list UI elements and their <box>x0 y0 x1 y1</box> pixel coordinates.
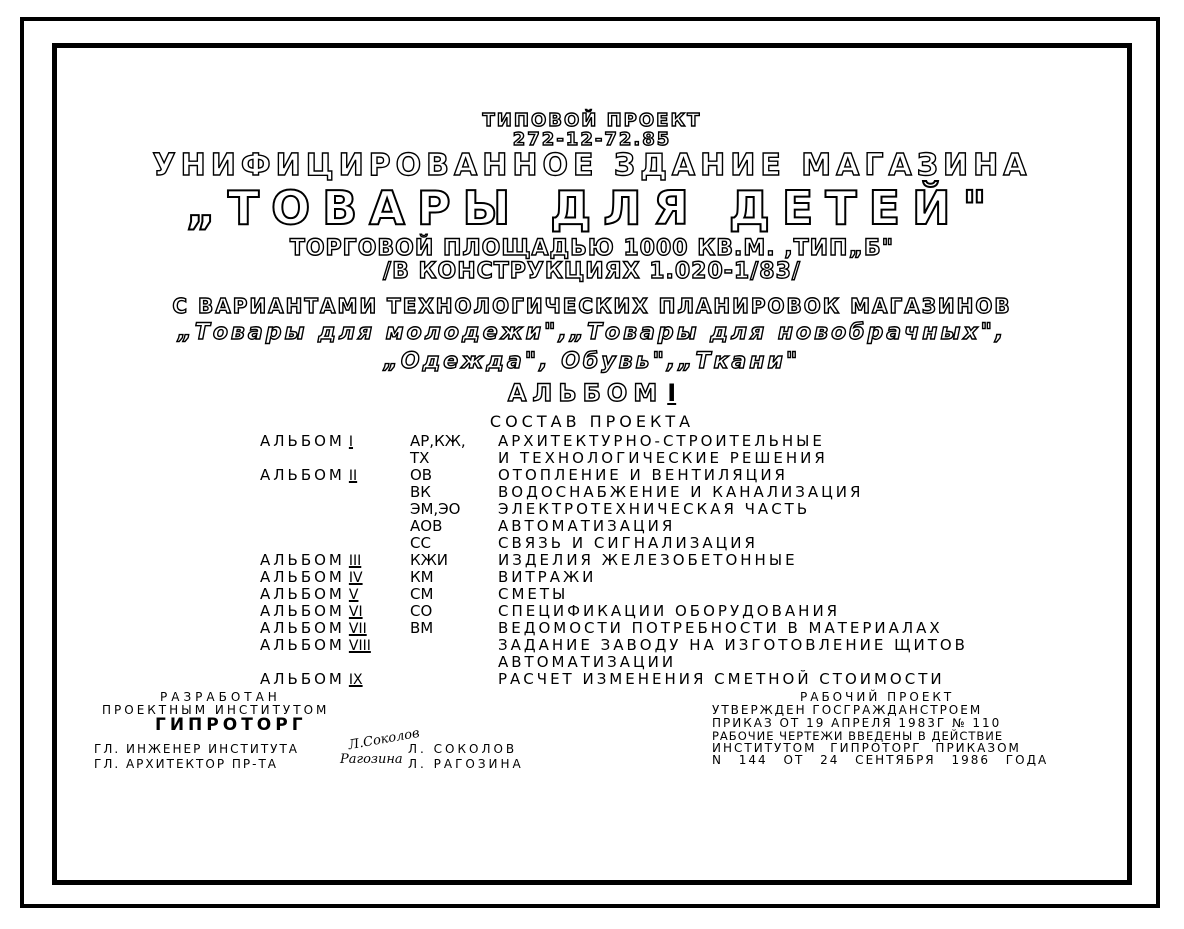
approval-line-2: УТВЕРЖДЕН ГОСГРАЖДАНСТРОЕМ <box>712 703 983 717</box>
chief-architect-name: Л. РАГОЗИНА <box>408 757 524 771</box>
signature-ragozina: Рагозина <box>340 752 403 767</box>
album-ref <box>260 670 363 688</box>
section-code: СО <box>410 602 433 620</box>
approval-line-3: ПРИКАЗ ОТ 19 АПРЕЛЯ 1983Г № 110 <box>712 716 1002 730</box>
album-ref-word: АЛЬБОМ <box>260 619 345 637</box>
album-ref-word: АЛЬБОМ <box>260 636 345 654</box>
album-ref-word: АЛЬБОМ <box>260 568 345 586</box>
album-ref-number: IV <box>348 570 363 586</box>
approval-line-4: РАБОЧИЕ ЧЕРТЕЖИ ВВЕДЕНЫ В ДЕЙСТВИЕ <box>712 729 1004 743</box>
album-heading <box>52 379 1132 407</box>
album-ref <box>260 602 363 620</box>
album-ref-number: I <box>348 434 354 450</box>
section-code: АР,КЖ, <box>410 432 466 450</box>
approval-line-6: N 144 ОТ 24 СЕНТЯБРЯ 1986 ГОДА <box>712 753 1049 767</box>
section-code: СМ <box>410 585 434 603</box>
section-code: ОВ <box>410 466 433 484</box>
section-description: СМЕТЫ <box>498 585 569 603</box>
chief-engineer-title: ГЛ. ИНЖЕНЕР ИНСТИТУТА <box>94 742 300 756</box>
section-code: ТХ <box>410 449 430 467</box>
section-description: ОТОПЛЕНИЕ И ВЕНТИЛЯЦИЯ <box>498 466 788 484</box>
building-title: УНИФИЦИРОВАННОЕ ЗДАНИЕ МАГАЗИНА <box>152 148 1032 183</box>
section-code: КМ <box>410 568 434 586</box>
construction-series: /В КОНСТРУКЦИЯХ 1.020-1/83/ <box>383 259 801 284</box>
section-description: ВЕДОМОСТИ ПОТРЕБНОСТИ В МАТЕРИАЛАХ <box>498 619 943 637</box>
section-code: ВМ <box>410 619 434 637</box>
design-institute-label: ПРОЕКТНЫМ ИНСТИТУТОМ <box>102 703 330 717</box>
section-description: ЭЛЕКТРОТЕХНИЧЕСКАЯ ЧАСТЬ <box>498 500 811 518</box>
section-code: ВК <box>410 483 431 501</box>
album-ref <box>260 568 363 586</box>
album-ref <box>260 432 353 450</box>
section-code: КЖИ <box>410 551 449 569</box>
album-ref-word: АЛЬБОМ <box>260 585 345 603</box>
album-ref-word: АЛЬБОМ <box>260 432 345 450</box>
section-description: АВТОМАТИЗАЦИЯ <box>498 517 676 535</box>
project-number: 272-12-72.85 <box>512 129 672 150</box>
variants-line: С ВАРИАНТАМИ ТЕХНОЛОГИЧЕСКИХ ПЛАНИРОВОК МАГАЗИНОВ <box>172 294 1012 318</box>
album-ref-number: V <box>348 587 359 603</box>
signature-sokolov: Л.Соколов <box>347 725 421 754</box>
section-description: АРХИТЕКТУРНО-СТРОИТЕЛЬНЫЕ <box>498 432 825 450</box>
section-description: ЗАДАНИЕ ЗАВОДУ НА ИЗГОТОВЛЕНИЕ ЩИТОВ <box>498 636 968 654</box>
section-description: ИЗДЕЛИЯ ЖЕЛЕЗОБЕТОННЫЕ <box>498 551 798 569</box>
section-description: СВЯЗЬ И СИГНАЛИЗАЦИЯ <box>498 534 758 552</box>
album-ref <box>260 466 357 484</box>
album-ref-number: II <box>348 468 358 484</box>
institute-name: ГИПРОТОРГ <box>155 715 307 735</box>
album-ref <box>260 636 371 654</box>
variants-names-1: „Товары для молодежи",„Товары для новобрачных", <box>177 320 1007 345</box>
trade-area: ТОРГОВОЙ ПЛОЩАДЬЮ 1000 КВ.М. ,ТИП„Б" <box>289 236 895 261</box>
album-ref-number: III <box>348 553 362 569</box>
album-ref-word: АЛЬБОМ <box>260 670 345 688</box>
section-description: РАСЧЕТ ИЗМЕНЕНИЯ СМЕТНОЙ СТОИМОСТИ <box>498 670 945 688</box>
album-ref-number: VII <box>348 621 367 637</box>
album-ref <box>260 551 361 569</box>
section-description: АВТОМАТИЗАЦИИ <box>498 653 677 671</box>
section-description: ВОДОСНАБЖЕНИЕ И КАНАЛИЗАЦИЯ <box>498 483 864 501</box>
album-label: АЛЬБОМ <box>507 379 664 407</box>
composition-title: СОСТАВ ПРОЕКТА <box>489 412 695 431</box>
album-ref <box>260 585 358 603</box>
section-description: И ТЕХНОЛОГИЧЕСКИЕ РЕШЕНИЯ <box>498 449 828 467</box>
developed-by: РАЗРАБОТАН <box>160 690 281 704</box>
album-ref-number: IX <box>348 672 363 688</box>
album-ref-number: VI <box>348 604 363 620</box>
album-ref <box>260 619 367 637</box>
section-description: ВИТРАЖИ <box>498 568 597 586</box>
variants-names-2: „Одежда", Обувь",„Ткани" <box>383 349 801 374</box>
chief-engineer-name: Л. СОКОЛОВ <box>408 742 518 756</box>
store-name: „ТОВАРЫ ДЛЯ ДЕТЕЙ" <box>185 181 999 235</box>
album-number: I <box>667 379 677 407</box>
section-code: АОВ <box>410 517 443 535</box>
album-ref-word: АЛЬБОМ <box>260 602 345 620</box>
approval-line-5: ИНСТИТУТОМ ГИПРОТОРГ ПРИКАЗОМ <box>712 741 1021 755</box>
approval-line-1: РАБОЧИЙ ПРОЕКТ <box>800 690 955 704</box>
album-ref-word: АЛЬБОМ <box>260 466 345 484</box>
album-ref-number: VIII <box>348 638 371 654</box>
chief-architect-title: ГЛ. АРХИТЕКТОР ПР-ТА <box>94 757 278 771</box>
project-type-label: ТИПОВОЙ ПРОЕКТ <box>482 110 702 131</box>
section-code: СС <box>410 534 431 552</box>
section-description: СПЕЦИФИКАЦИИ ОБОРУДОВАНИЯ <box>498 602 841 620</box>
album-ref-word: АЛЬБОМ <box>260 551 345 569</box>
section-code: ЭМ,ЭО <box>410 500 461 518</box>
